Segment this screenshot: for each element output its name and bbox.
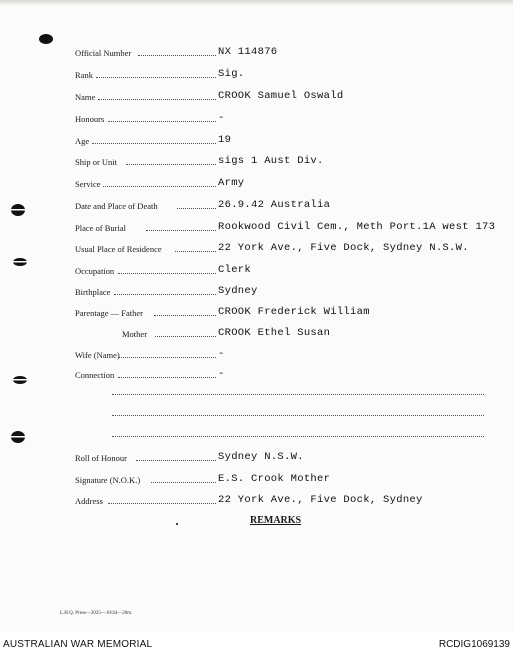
roll-of-honour-value: Sydney N.S.W.	[218, 451, 304, 463]
name-row	[0, 89, 513, 105]
punch-hole-icon	[38, 33, 54, 45]
usual-residence-label: Usual Place of Residence	[75, 244, 162, 254]
father-value: CROOK Frederick William	[218, 306, 370, 318]
dotted-leader	[155, 336, 216, 337]
father-row	[0, 305, 513, 321]
rank-row	[0, 67, 513, 83]
place-of-burial-value: Rookwood Civil Cem., Meth Port.1A west 173	[218, 221, 496, 233]
connection-label: Connection	[75, 370, 115, 380]
rank-label: Rank	[75, 70, 93, 80]
date-place-death-value: 26.9.42 Australia	[218, 199, 331, 211]
mother-label: Mother	[122, 329, 148, 339]
occupation-label: Occupation	[75, 266, 115, 276]
mother-row	[0, 326, 513, 342]
address-row	[0, 493, 513, 509]
stray-mark	[176, 523, 178, 525]
address-value: 22 York Ave., Five Dock, Sydney	[218, 494, 423, 506]
birthplace-label: Birthplace	[75, 287, 111, 297]
roll-of-honour-label: Roll of Honour	[75, 453, 127, 463]
dotted-leader	[138, 55, 216, 56]
wife-value: -	[218, 348, 225, 360]
age-value: 19	[218, 134, 232, 146]
birthplace-row	[0, 284, 513, 300]
dotted-leader	[175, 251, 216, 252]
ship-or-unit-row	[0, 154, 513, 170]
connection-blank-line	[112, 394, 484, 395]
dotted-leader	[146, 230, 216, 231]
ship-or-unit-label: Ship or Unit	[75, 157, 118, 167]
dotted-leader	[96, 77, 216, 78]
dotted-leader	[177, 208, 216, 209]
dotted-leader	[114, 294, 216, 295]
service-label: Service	[75, 179, 101, 189]
dotted-leader	[108, 121, 216, 122]
official-number-label: Official Number	[75, 48, 132, 58]
name-label: Name	[75, 92, 96, 102]
rank-value: Sig.	[218, 68, 245, 80]
usual-residence-value: 22 York Ave., Five Dock, Sydney N.S.W.	[218, 242, 469, 254]
age-row	[0, 133, 513, 149]
birthplace-value: Sydney	[218, 285, 258, 297]
dotted-leader	[103, 186, 216, 187]
record-id: RCDIG1069139	[438, 639, 510, 650]
wife-row	[0, 347, 513, 363]
age-label: Age	[75, 136, 90, 146]
connection-blank-line	[112, 436, 484, 437]
dotted-leader	[118, 377, 216, 378]
connection-blank-line	[112, 415, 484, 416]
service-value: Army	[218, 177, 245, 189]
official-number-value: NX 114876	[218, 46, 278, 58]
remarks-heading: REMARKS	[250, 515, 302, 526]
honours-row	[0, 111, 513, 127]
dotted-leader	[151, 482, 216, 483]
signature-label: Signature (N.O.K.)	[75, 475, 141, 485]
dotted-leader	[118, 273, 216, 274]
printer-footnote: L.H.Q. Press—2025—10/44—20m.	[60, 611, 133, 616]
place-of-burial-row	[0, 220, 513, 236]
name-value: CROOK Samuel Oswald	[218, 90, 344, 102]
date-place-death-row	[0, 198, 513, 214]
father-label: Parentage — Father	[75, 308, 143, 318]
dotted-leader	[108, 503, 216, 504]
official-number-row	[0, 45, 513, 61]
mother-value: CROOK Ethel Susan	[218, 327, 331, 339]
occupation-row	[0, 263, 513, 279]
ship-or-unit-value: sigs 1 Aust Div.	[218, 155, 324, 167]
occupation-value: Clerk	[218, 264, 252, 276]
honours-label: Honours	[75, 114, 105, 124]
archive-footer	[0, 632, 513, 654]
honours-value: -	[218, 112, 225, 124]
dotted-leader	[118, 357, 216, 358]
place-of-burial-label: Place of Burial	[75, 223, 126, 233]
dotted-leader	[98, 99, 216, 100]
archive-name: AUSTRALIAN WAR MEMORIAL	[3, 639, 153, 650]
address-label: Address	[75, 496, 103, 506]
punch-hole-icon	[10, 430, 26, 442]
dotted-leader	[154, 315, 216, 316]
usual-residence-row	[0, 241, 513, 257]
date-place-death-label: Date and Place of Death	[75, 201, 158, 211]
connection-value: -	[218, 368, 225, 380]
connection-row	[0, 367, 513, 383]
roll-of-honour-row	[0, 450, 513, 466]
dotted-leader	[92, 143, 216, 144]
signature-row	[0, 472, 513, 488]
service-row	[0, 176, 513, 192]
dotted-leader	[136, 460, 216, 461]
dotted-leader	[126, 164, 216, 165]
scan-edge	[0, 0, 513, 6]
wife-label: Wife (Name)	[75, 350, 120, 360]
signature-value: E.S. Crook Mother	[218, 473, 331, 485]
